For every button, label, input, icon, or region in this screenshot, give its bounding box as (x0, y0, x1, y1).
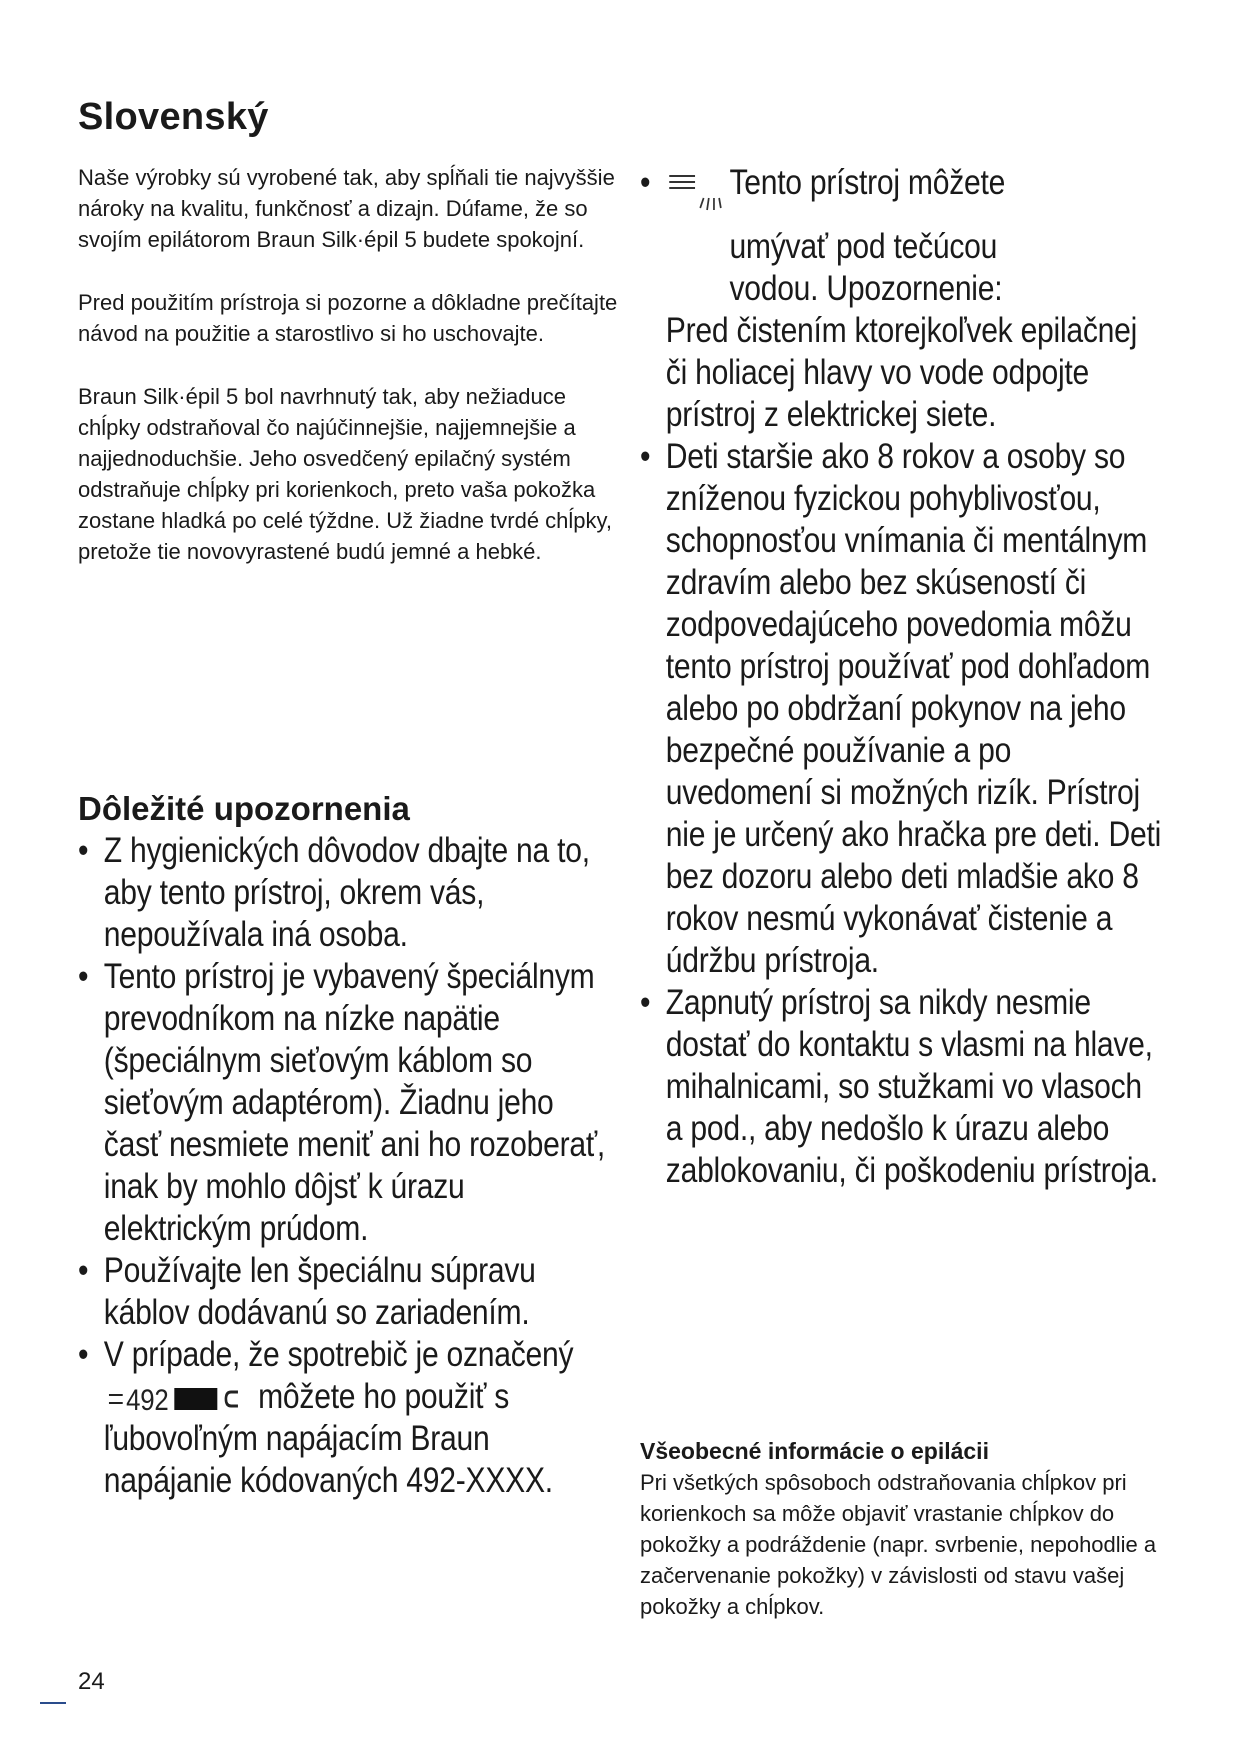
page-title: Slovenský (78, 96, 269, 138)
code-before-text: V prípade, že spotrebič je označený (103, 1335, 574, 1374)
warnings-list-right (640, 162, 1165, 1192)
intro-paragraph: Naše výrobky sú vyrobené tak, aby spĺňali tie najvyššie nároky na kvalitu, funkčnosť a dizajn. Dúfame, že so svojím epilátorom Braun Silk·épil 5 budete spokojní. (78, 165, 615, 252)
info-heading: Všeobecné informácie o epilácii (640, 1438, 989, 1464)
intro-section (78, 162, 618, 599)
warning-item (78, 956, 611, 1250)
water-line-2: umývať pod tečúcou (729, 227, 998, 266)
edge-mark (40, 1702, 66, 1704)
warning-text: Deti staršie ako 8 rokov a osoby so zníženou fyzickou pohyblivosťou, schopnosťou vnímania či mentálnym zdravím alebo bez skúseností či zodpovedajúceho povedomia môžu tento prístroj používať pod dohľadom alebo po obdržaní pokynov na jeho bezpečné používanie a po uvedomení si možných rizík. Prístroj nie je určený ako hračka pre deti. Deti bez dozoru alebo deti mladšie ako 8 rokov nesmú vykonávať čistenie a údržbu prístroja. (665, 437, 1162, 980)
epilation-info-section (640, 1436, 1200, 1622)
power-code-icon (104, 1382, 250, 1416)
water-rest: Pred čistením ktorejkoľvek epilačnej či holiacej hlavy vo vode odpojte prístroj z elektrickej siete. (665, 311, 1138, 434)
warning-item (78, 830, 611, 956)
warning-text: Tento prístroj je vybavený špeciálnym prevodníkom na nízke napätie (špeciálnym sieťovým káblom so sieťovým adaptérom). Žiadnu jeho časť nesmiete meniť ani ho rozoberať, inak by mohlo dôjsť k úrazu elektrickým prúdom. (103, 957, 605, 1248)
intro-paragraph: Pred použitím prístroja si pozorne a dôkladne prečítajte návod na použitie a starostlivo si ho uschovajte. (78, 290, 618, 346)
warning-item (640, 982, 1165, 1192)
warning-item (640, 436, 1165, 982)
intro-paragraph: Braun Silk·épil 5 bol navrhnutý tak, aby nežiaduce chĺpky odstraňoval čo najúčinnejšie, najjemnejšie a najjednoduchšie. Jeho osvedčený epilačný systém odstraňuje chĺpky pri korienkoch, preto vaša pokožka zostane hladká po celé týždne. Už žiadne tvrdé chĺpky, pretože tie novovyrastené budú jemné a hebké. (78, 384, 613, 564)
shower-water-icon (666, 162, 726, 226)
warning-text: Používajte len špeciálnu súpravu káblov dodávanú so zariadením. (103, 1251, 536, 1332)
warning-item-code (78, 1334, 611, 1502)
water-line-3: vodou. Upozornenie: (729, 269, 1003, 308)
code-label: 492 (126, 1382, 169, 1416)
warnings-heading: Dôležité upozornenia (78, 790, 410, 827)
warning-text: Zapnutý prístroj sa nikdy nesmie dostať do kontaktu s vlasmi na hlave, mihalnicami, so stužkami vo vlasoch a pod., aby nedošlo k úrazu alebo zablokovaniu, či poškodeniu prístroja. (665, 983, 1158, 1190)
water-first-line (666, 162, 1165, 226)
code-after-text: môžete ho použiť s ľubovoľným napájacím Braun napájanie kódovaných 492-XXXX. (103, 1377, 553, 1500)
warning-text: Z hygienických dôvodov dbajte na to, aby tento prístroj, okrem vás, nepoužívala iná osoba. (103, 831, 590, 954)
warning-item-water (640, 162, 1165, 436)
warning-item (78, 1250, 611, 1334)
page-number: 24 (78, 1668, 105, 1695)
warnings-list-left (78, 830, 611, 1502)
info-text: Pri všetkých spôsoboch odstraňovania chĺpkov pri korienkoch sa môže objaviť vrastanie chĺpkov do pokožky a podráždenie (napr. svrbenie, nepohodlie a začervenanie pokožky) v závislosti od stavu vašej pokožky a chĺpkov. (640, 1470, 1157, 1619)
water-line-1: • Tento prístroj môžete (729, 163, 1006, 202)
